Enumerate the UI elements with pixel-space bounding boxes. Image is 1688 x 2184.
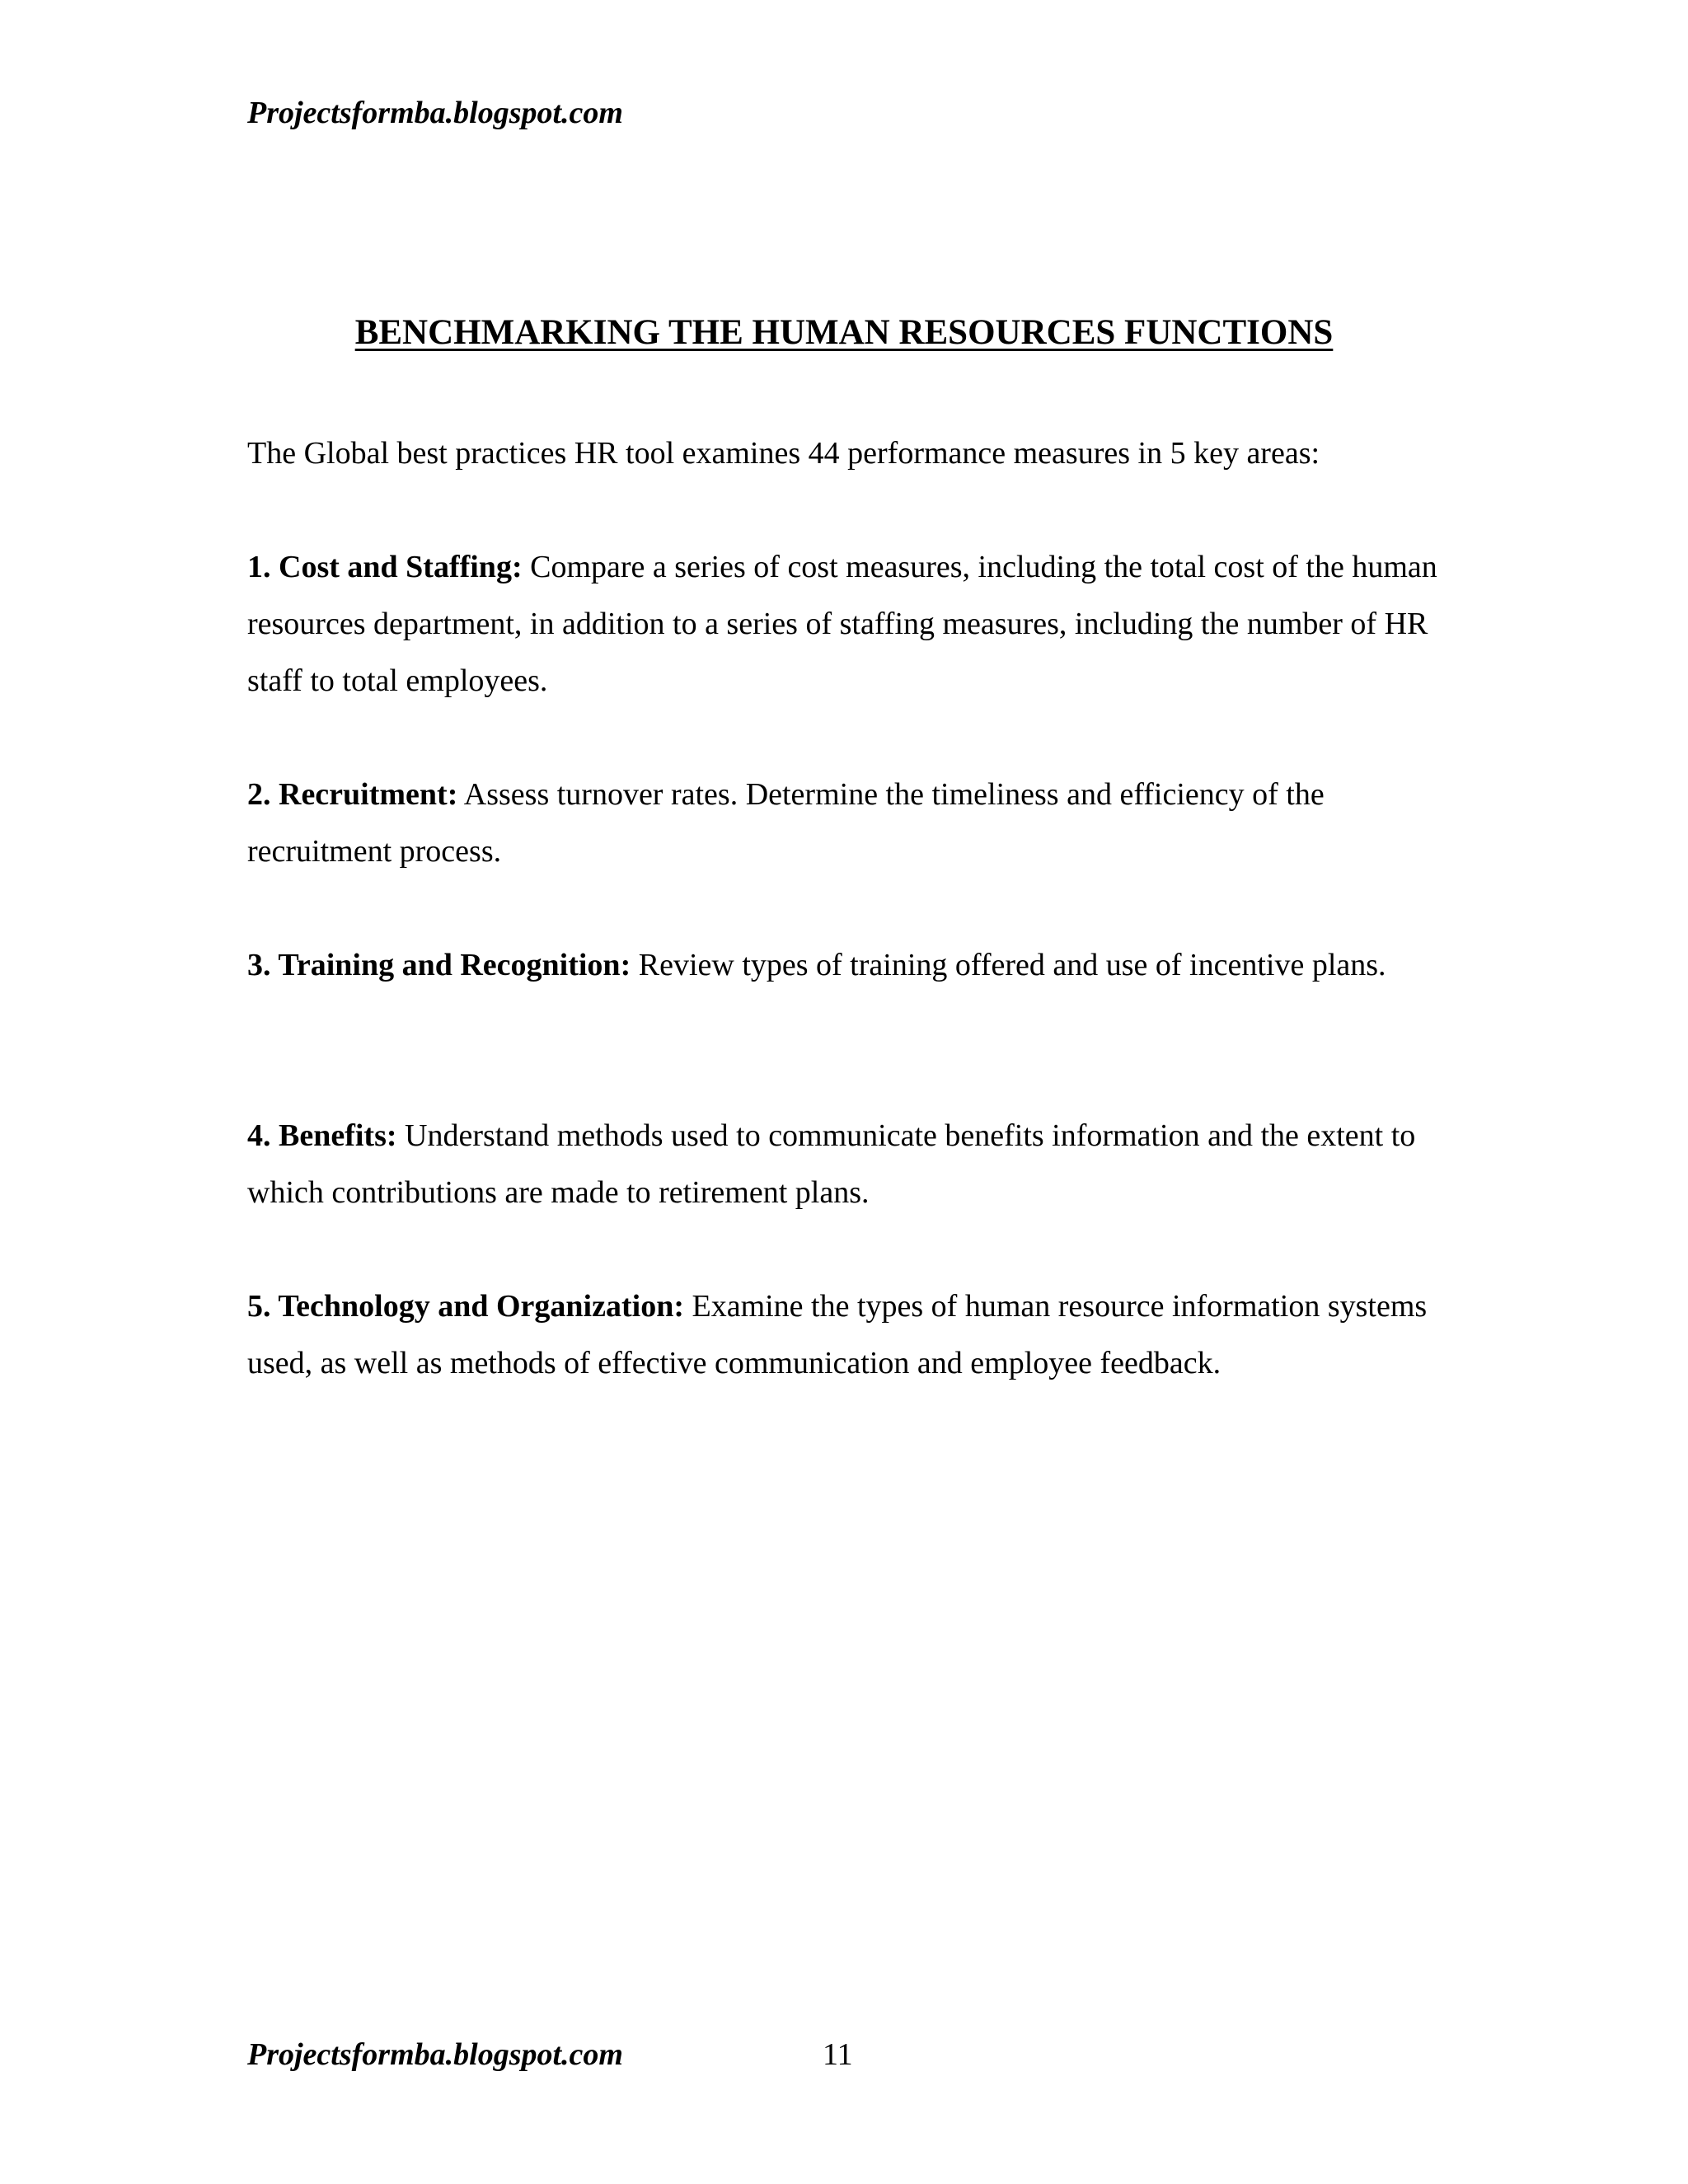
list-item-text: Examine the types of human resource information systems used, as well as methods of effective communication and employee feedback. — [247, 1289, 1428, 1380]
list-item-text: Understand methods used to communicate benefits information and the extent to which contributions are made to retirement plans. — [247, 1118, 1416, 1210]
list-item-label: 5. Technology and Organization: — [247, 1289, 684, 1324]
list-item-label: 4. Benefits: — [247, 1118, 397, 1153]
list-item-label: 1. Cost and Staffing: — [247, 550, 523, 584]
list-item-label: 2. Recruitment: — [247, 777, 458, 812]
list-item-text: Assess turnover rates. Determine the timeliness and efficiency of the recruitment process. — [247, 777, 1325, 869]
list-item-benefits — [247, 1108, 1451, 1221]
list-item-cost-and-staffing — [247, 539, 1451, 710]
list-item-training-and-recognition — [247, 937, 1451, 994]
footer-site-name: Projectsformba.blogspot.com — [247, 2037, 623, 2072]
intro-paragraph: The Global best practices HR tool examines 44 performance measures in 5 key areas: — [247, 436, 1320, 471]
page-title: BENCHMARKING THE HUMAN RESOURCES FUNCTIONS — [354, 313, 1334, 352]
list-item-recruitment — [247, 766, 1451, 880]
list-item-text: Compare a series of cost measures, including the total cost of the human resources department, in addition to a series of staffing measures, including the number of HR staff to total employees. — [247, 550, 1437, 698]
list-item-technology-and-organization — [247, 1278, 1451, 1392]
page-number: 11 — [823, 2037, 853, 2072]
list-item-label: 3. Training and Recognition: — [247, 948, 631, 982]
list-item-text: Review types of training offered and use of incentive plans. — [638, 948, 1386, 982]
header-site-name: Projectsformba.blogspot.com — [247, 96, 623, 130]
